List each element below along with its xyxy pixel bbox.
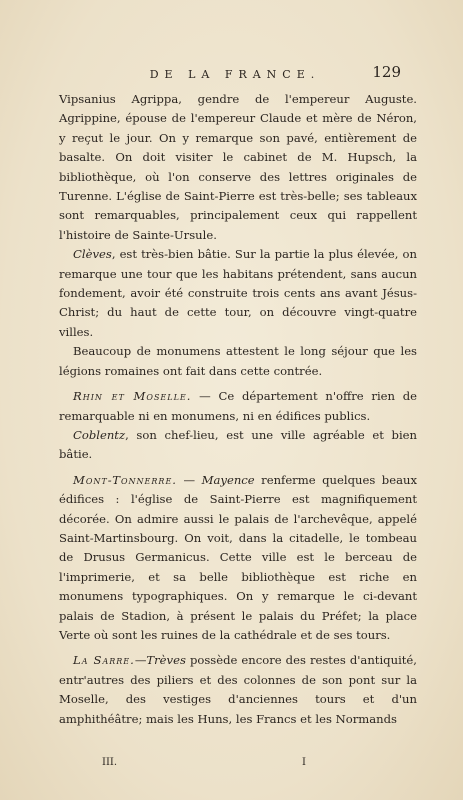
department-heading: Mont-Tonnerre.	[73, 472, 177, 487]
paragraph-text: possède encore des restes d'antiquité, entr'autres des piliers et des colonnes de son pont sur la Moselle, des vestiges d'anciennes tours et d'un amphithéâtre; mais les Huns, les Francs et les Normands	[59, 653, 417, 726]
place-name: Clèves	[73, 247, 112, 262]
paragraph: Beaucoup de monumens attestent le long séjour que les légions romaines ont fait dans cette contrée.	[59, 344, 417, 378]
paragraph-text: , son chef-lieu, est une ville agréable et bien bâtie.	[59, 427, 417, 462]
paragraph-text: — Ce département n'offre rien de remarquable ni en monumens, ni en édifices publics.	[59, 389, 417, 423]
paragraph-text: renferme quelques beaux édifices : l'église de Saint-Pierre est magnifiquement décorée. On admire aussi le palais de l'archevêque, appelé Saint-Martinsbourg. On voit, dans la citadelle, le tombeau de Drusus Germanicus. Cette ville est le berceau de l'imprimerie, et sa belle bibliothèque est riche en monumens typographiques. On y remarque le ci-devant palais de Stadion, à présent le palais du Préfet; la place Verte où sont les ruines de la cathédrale et de ses tours.	[59, 472, 417, 642]
department-heading: Rhin et Moselle.	[73, 389, 192, 404]
paragraph	[59, 471, 417, 646]
place-name: Coblentz	[73, 427, 126, 442]
place-name: Mayence	[201, 472, 255, 487]
paragraph	[59, 245, 417, 342]
department-heading: La Sarre.	[73, 653, 135, 668]
sheet-number: I	[302, 757, 306, 768]
place-name: Trèves	[146, 653, 186, 668]
paragraph-text: —	[134, 653, 147, 668]
paragraph-text: —	[176, 472, 202, 487]
paragraph	[59, 387, 417, 426]
paragraph	[59, 426, 417, 465]
page-number: 129	[372, 63, 401, 81]
paragraph	[59, 651, 417, 729]
running-head: DE LA FRANCE.	[149, 68, 321, 81]
signature-mark: III.	[102, 757, 118, 768]
paragraph: Vipsanius Agrippa, gendre de l'empereur Auguste. Agrippine, épouse de l'empereur Claude et mère de Néron, y reçut le jour. On y remarque son pavé, entièrement de basalte. On doit visiter le cabinet de M. Hupsch, la bibliothèque, où l'on conserve des lettres originales de Turenne. L'église de Saint-Pierre est très-belle; ses tableaux sont remarquables, principalement ceux qui rappellent l'histoire de Sainte-Ursule.	[59, 92, 417, 242]
paragraph-text: , est très-bien bâtie. Sur la partie la plus élevée, on remarque une tour que les habitans prétendent, sans aucun fondement, avoir été construite trois cents ans avant Jésus-Christ; du haut de cette tour, on découvre vingt-quatre villes.	[59, 247, 417, 339]
body-text	[59, 90, 417, 729]
